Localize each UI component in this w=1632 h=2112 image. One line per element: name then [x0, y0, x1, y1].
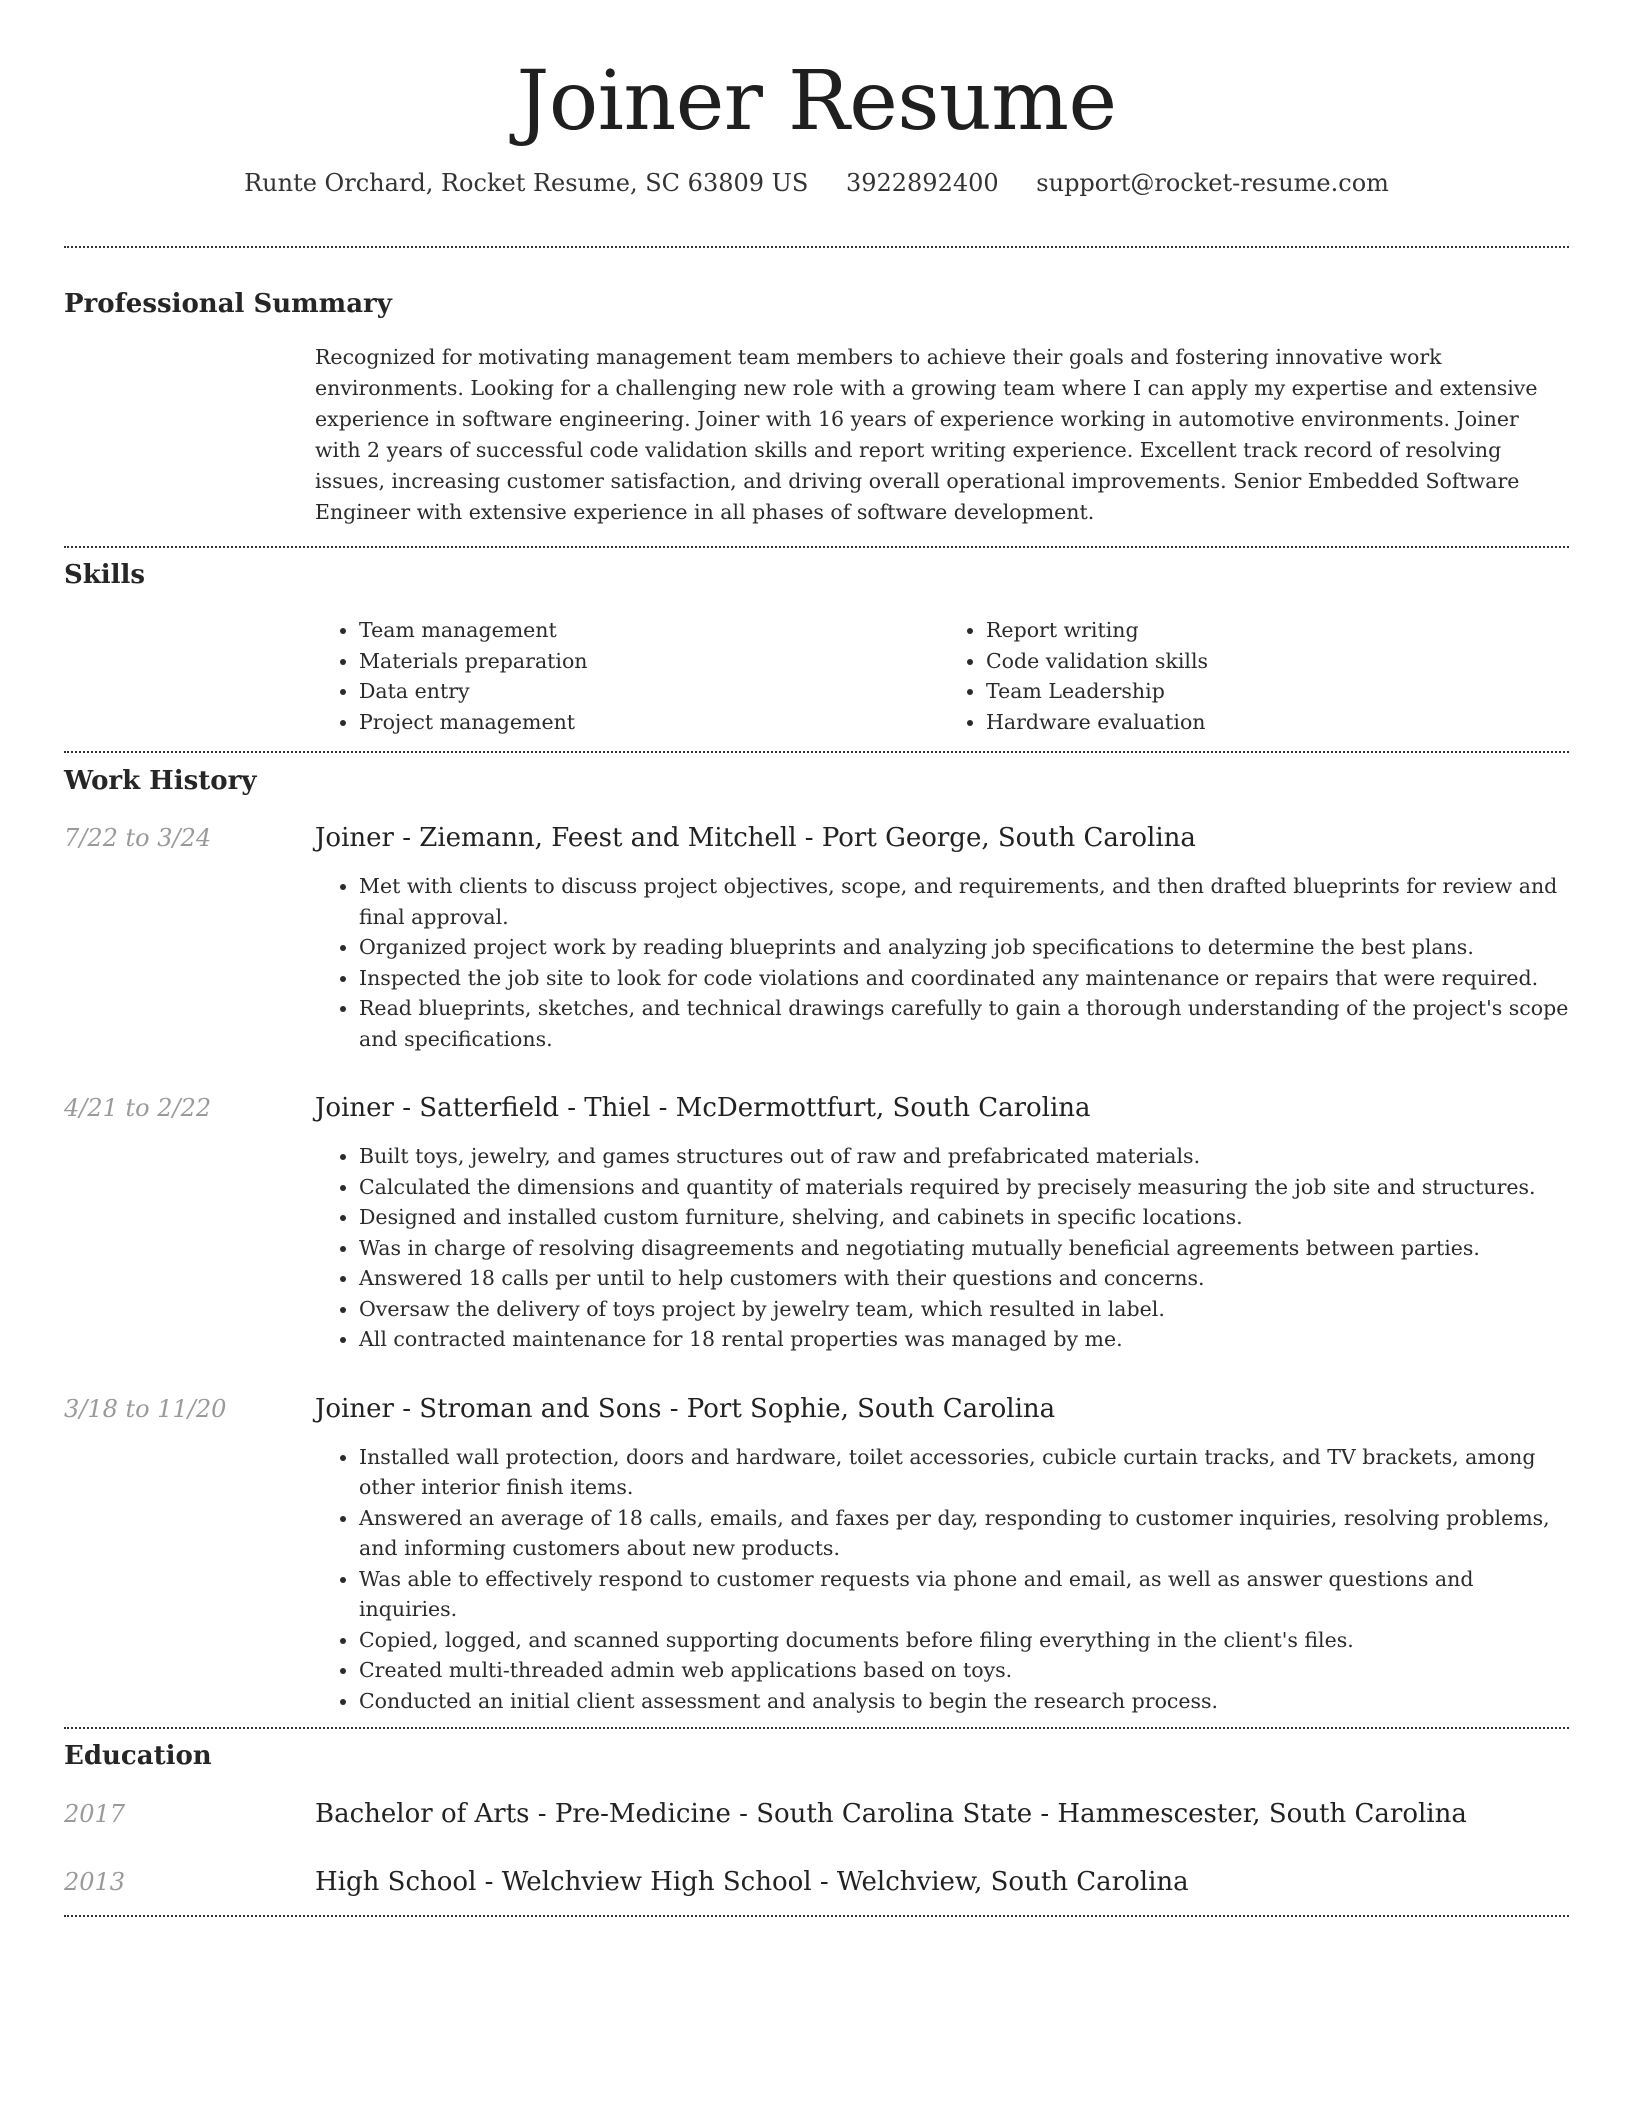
resume-page [64, 0, 1569, 1917]
job-bullet: • Created multi-threaded admin web applications based on toys. [359, 1655, 1569, 1686]
education-entry [64, 1799, 1569, 1829]
job-entry [64, 1394, 1569, 1717]
job-header [64, 823, 1569, 853]
job-entry [64, 823, 1569, 1054]
skill-item: • Report writing [986, 615, 1569, 646]
education-year: 2013 [64, 1868, 126, 1896]
skill-item: • Project management [359, 707, 942, 738]
job-bullet: • Oversaw the delivery of toys project by jewelry team, which resulted in label. [359, 1294, 1569, 1325]
job-bullet: • Inspected the job site to look for code violations and coordinated any maintenance or repairs that were required. [359, 963, 1569, 994]
resume-title: Joiner Resume [516, 54, 1117, 149]
skill-item: • Materials preparation [359, 646, 942, 677]
job-dates: 4/21 to 2/22 [64, 1094, 212, 1122]
job-title: Joiner - Stroman and Sons - Port Sophie, South Carolina [315, 1393, 1056, 1424]
contact-email: support@rocket-resume.com [1036, 169, 1389, 197]
divider [64, 1727, 1569, 1729]
summary-section [64, 289, 1569, 528]
divider [64, 1915, 1569, 1917]
education-title: High School - Welchview High School - Welchview, South Carolina [315, 1867, 1189, 1897]
contact-address: Runte Orchard, Rocket Resume, SC 63809 US [244, 169, 809, 197]
job-bullet: • Was in charge of resolving disagreements and negotiating mutually beneficial agreements between parties. [359, 1233, 1569, 1264]
contact-line [64, 168, 1569, 198]
skills-section [64, 560, 1569, 737]
job-bullet: • Answered an average of 18 calls, emails, and faxes per day, responding to customer inquiries, resolving problems, and informing customers about new products. [359, 1503, 1569, 1564]
skills-column-right [942, 615, 1569, 737]
skills-column-left [315, 615, 942, 737]
divider [64, 751, 1569, 753]
job-bullets [315, 871, 1569, 1054]
divider [64, 546, 1569, 548]
skills-heading: Skills [64, 560, 146, 590]
job-title: Joiner - Ziemann, Feest and Mitchell - Port George, South Carolina [315, 823, 1196, 853]
job-bullet: • Met with clients to discuss project objectives, scope, and requirements, and then drafted blueprints for review and final approval. [359, 871, 1569, 932]
education-year: 2017 [64, 1800, 126, 1828]
skill-item: • Team Leadership [986, 676, 1569, 707]
skill-item: • Hardware evaluation [986, 707, 1569, 738]
education-title: Bachelor of Arts - Pre-Medicine - South Carolina State - Hammescester, South Carolina [315, 1799, 1467, 1829]
work-heading: Work History [64, 766, 257, 796]
job-dates: 3/18 to 11/20 [64, 1394, 227, 1423]
skill-item: • Code validation skills [986, 646, 1569, 677]
job-bullet: • Installed wall protection, doors and hardware, toilet accessories, cubicle curtain tracks, and TV brackets, among other interior finish items. [359, 1442, 1569, 1503]
job-entry [64, 1093, 1569, 1355]
education-heading: Education [64, 1741, 212, 1771]
job-bullet: • Organized project work by reading blueprints and analyzing job specifications to determine the best plans. [359, 932, 1569, 963]
job-bullet: • Read blueprints, sketches, and technical drawings carefully to gain a thorough understanding of the project's scope and specifications. [359, 993, 1569, 1054]
job-bullet: • Conducted an initial client assessment and analysis to begin the research process. [359, 1686, 1569, 1717]
skill-item: • Team management [359, 615, 942, 646]
summary-heading: Professional Summary [64, 289, 392, 319]
job-bullets [315, 1141, 1569, 1355]
skills-list [315, 615, 1569, 737]
job-header [64, 1093, 1569, 1123]
job-bullet: • All contracted maintenance for 18 rental properties was managed by me. [359, 1324, 1569, 1355]
job-header [64, 1394, 1569, 1424]
contact-phone: 3922892400 [845, 169, 999, 197]
job-title: Joiner - Satterfield - Thiel - McDermottfurt, South Carolina [315, 1093, 1091, 1123]
work-section [64, 766, 1569, 1716]
job-bullet: • Was able to effectively respond to customer requests via phone and email, as well as answer questions and inquiries. [359, 1564, 1569, 1625]
divider [64, 246, 1569, 248]
job-bullet: • Copied, logged, and scanned supporting documents before filing everything in the client's files. [359, 1625, 1569, 1656]
job-bullets [315, 1442, 1569, 1717]
skill-item: • Data entry [359, 676, 942, 707]
job-bullet: • Answered 18 calls per until to help customers with their questions and concerns. [359, 1263, 1569, 1294]
education-section [64, 1741, 1569, 1897]
job-dates: 7/22 to 3/24 [64, 824, 212, 852]
education-entry [64, 1867, 1569, 1897]
job-bullet: • Calculated the dimensions and quantity of materials required by precisely measuring the job site and structures. [359, 1172, 1569, 1203]
summary-text: Recognized for motivating management team members to achieve their goals and fostering innovative work environments. Looking for a challenging new role with a growing team where I can apply my expertise and extensive experience in software engineering. Joiner with 16 years of experience working in automotive environments. Joiner with 2 years of successful code validation skills and report writing experience. Excellent track record of resolving issues, increasing customer satisfaction, and driving overall operational improvements. Senior Embedded Software Engineer with extensive experience in all phases of software development. [315, 345, 1538, 524]
job-bullet: • Built toys, jewelry, and games structures out of raw and prefabricated materials. [359, 1141, 1569, 1172]
job-bullet: • Designed and installed custom furniture, shelving, and cabinets in specific locations. [359, 1202, 1569, 1233]
